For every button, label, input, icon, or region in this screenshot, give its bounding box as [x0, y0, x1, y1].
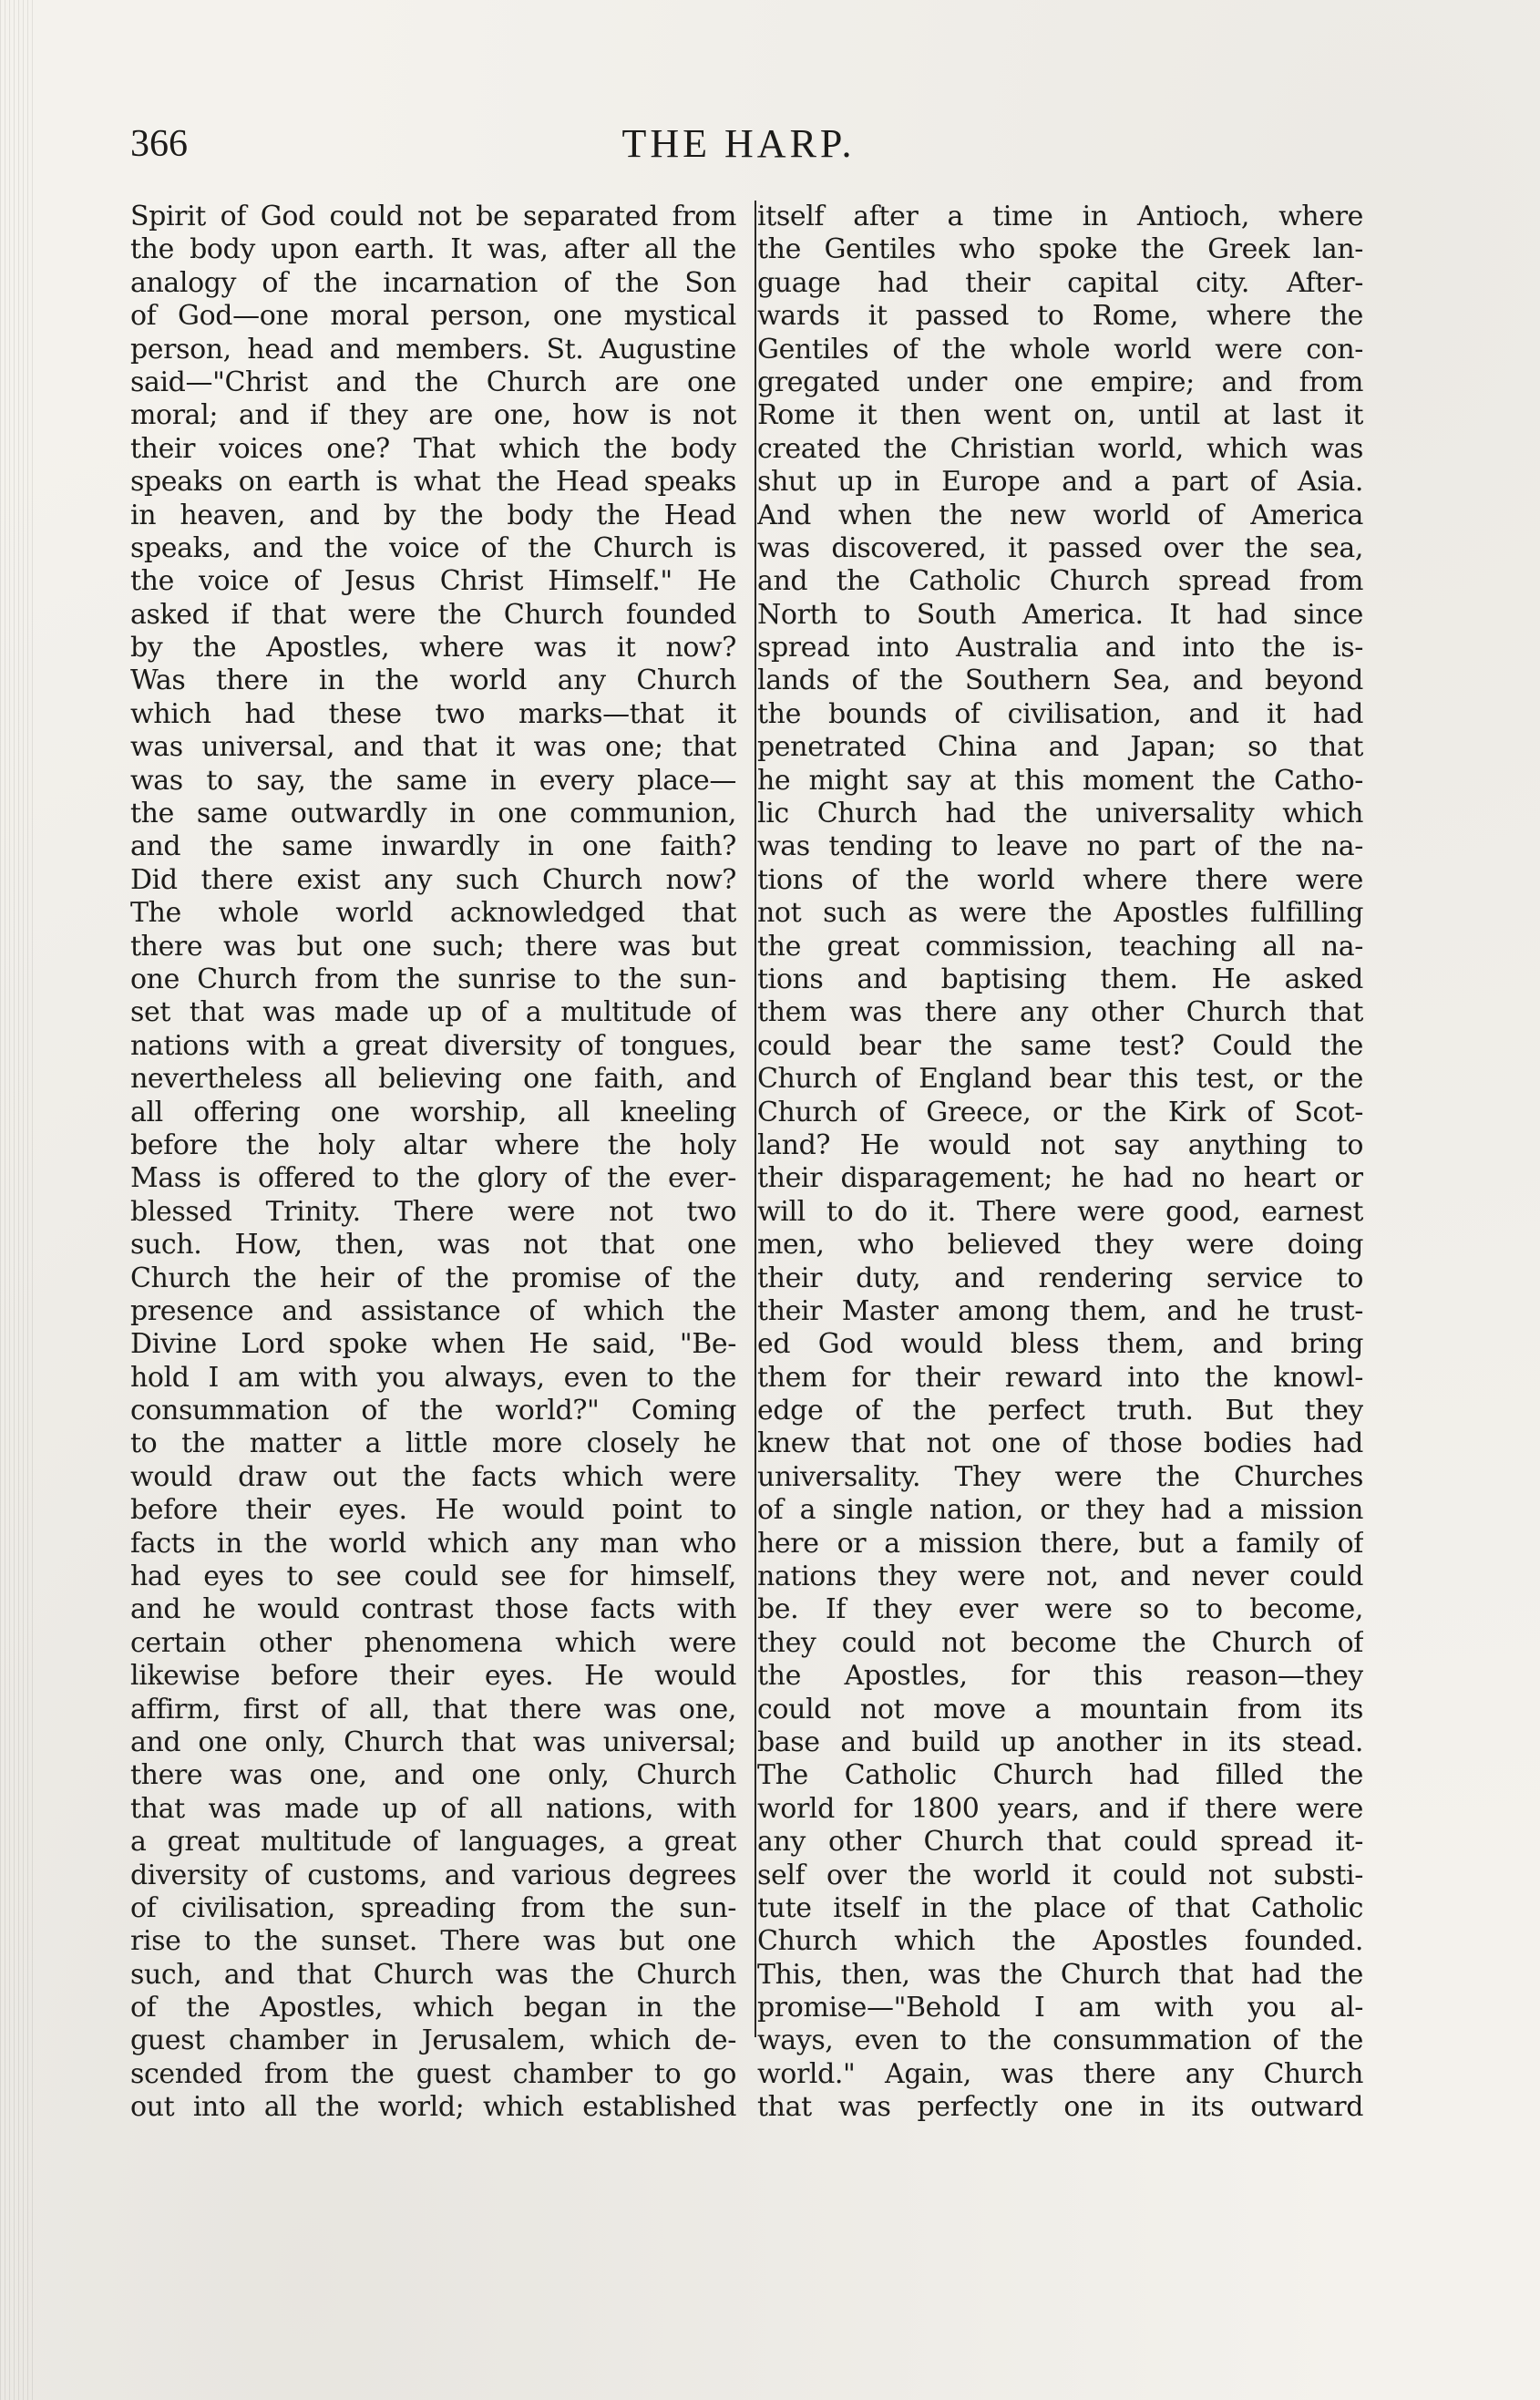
text-line: This, then, was the Church that had the [757, 1958, 1363, 1991]
text-line: their Master among them, and he trust- [757, 1294, 1363, 1327]
text-line: there was one, and one only, Church [130, 1759, 736, 1792]
text-line: the Apostles, for this reason—they [757, 1660, 1363, 1693]
text-line: to the matter a little more closely he [130, 1427, 736, 1460]
text-line: will to do it. There were good, earnest [757, 1195, 1363, 1228]
text-line: ed God would bless them, and bring [757, 1328, 1363, 1361]
text-line: speaks on earth is what the Head speaks [130, 466, 736, 499]
text-line: penetrated China and Japan; so that [757, 731, 1363, 764]
text-line: moral; and if they are one, how is not [130, 399, 736, 432]
text-line: men, who believed they were doing [757, 1229, 1363, 1262]
text-line: of the Apostles, which began in the [130, 1992, 736, 2024]
text-line: land? He would not say anything to [757, 1128, 1363, 1161]
text-line: all offering one worship, all kneeling [130, 1096, 736, 1128]
text-line: Gentiles of the whole world were con- [757, 333, 1363, 366]
text-line: any other Church that could spread it- [757, 1826, 1363, 1859]
text-line: tions and baptising them. He asked [757, 963, 1363, 995]
page-number: 366 [130, 123, 188, 165]
text-line: asked if that were the Church founded [130, 598, 736, 631]
text-line: Church of England bear this test, or the [757, 1063, 1363, 1096]
text-line: of civilisation, spreading from the sun- [130, 1891, 736, 1924]
text-line: in heaven, and by the body the Head [130, 499, 736, 531]
text-line: base and build up another in its stead. [757, 1725, 1363, 1758]
text-line: consummation of the world?" Coming [130, 1395, 736, 1427]
text-line: out into all the world; which established [130, 2091, 736, 2124]
text-line: edge of the perfect truth. But they [757, 1395, 1363, 1427]
text-line: the body upon earth. It was, after all the [130, 233, 736, 266]
text-line: gregated under one empire; and from [757, 366, 1363, 398]
text-line: lands of the Southern Sea, and beyond [757, 664, 1363, 697]
text-line: Rome it then went on, until at last it [757, 399, 1363, 432]
text-line: set that was made up of a multitude of [130, 996, 736, 1029]
text-line: and the same inwardly in one faith? [130, 830, 736, 863]
text-line: the voice of Jesus Christ Himself." He [130, 565, 736, 598]
text-line: Mass is offered to the glory of the ever- [130, 1162, 736, 1195]
text-line: Spirit of God could not be separated from [130, 201, 736, 232]
text-line: here or a mission there, but a family of [757, 1527, 1363, 1560]
running-title: THE HARP. [621, 121, 856, 166]
text-line: hold I am with you always, even to the [130, 1361, 736, 1394]
text-line: there was but one such; there was but [130, 930, 736, 963]
text-line: guage had their capital city. After- [757, 266, 1363, 299]
text-line: their duty, and rendering service to [757, 1262, 1363, 1294]
text-line: scended from the guest chamber to go [130, 2057, 736, 2090]
text-line: Divine Lord spoke when He said, "Be- [130, 1328, 736, 1361]
text-line: was universal, and that it was one; that [130, 731, 736, 764]
text-line: the great commission, teaching all na- [757, 930, 1363, 963]
text-line: presence and assistance of which the [130, 1294, 736, 1327]
text-line: which had these two marks—that it [130, 697, 736, 730]
text-line: their voices one? That which the body [130, 432, 736, 465]
text-line: knew that not one of those bodies had [757, 1427, 1363, 1460]
text-line: of God—one moral person, one mystical [130, 300, 736, 333]
text-line: their disparagement; he had no heart or [757, 1162, 1363, 1195]
right-column [757, 201, 1363, 2125]
text-line: not such as were the Apostles fulfilling [757, 897, 1363, 930]
text-line: could bear the same test? Could the [757, 1029, 1363, 1062]
text-line: be. If they ever were so to become, [757, 1593, 1363, 1626]
text-line: Church of Greece, or the Kirk of Scot- [757, 1096, 1363, 1128]
text-line: North to South America. It had since [757, 598, 1363, 631]
text-line: nevertheless all believing one faith, and [130, 1063, 736, 1096]
page-binding-edge [0, 0, 36, 2400]
text-line: could not move a mountain from its [757, 1693, 1363, 1725]
text-line: before the holy altar where the holy [130, 1128, 736, 1161]
text-line: had eyes to see could see for himself, [130, 1561, 736, 1593]
text-line: a great multitude of languages, a great [130, 1826, 736, 1859]
text-line: them for their reward into the knowl- [757, 1361, 1363, 1394]
text-line: the same outwardly in one communion, [130, 798, 736, 830]
text-line: affirm, first of all, that there was one, [130, 1693, 736, 1725]
text-line: them was there any other Church that [757, 996, 1363, 1029]
text-line: that was perfectly one in its outward [757, 2091, 1363, 2124]
text-line: spread into Australia and into the is- [757, 632, 1363, 664]
text-line: diversity of customs, and various degrees [130, 1859, 736, 1891]
text-line: of a single nation, or they had a mission [757, 1494, 1363, 1527]
text-line: rise to the sunset. There was but one [130, 1925, 736, 1958]
text-line: and one only, Church that was universal; [130, 1725, 736, 1758]
text-line: nations with a great diversity of tongues, [130, 1029, 736, 1062]
text-line: before their eyes. He would point to [130, 1494, 736, 1527]
text-line: wards it passed to Rome, where the [757, 300, 1363, 333]
text-line: would draw out the facts which were [130, 1460, 736, 1493]
text-line: ways, even to the consummation of the [757, 2024, 1363, 2057]
text-line: analogy of the incarnation of the Son [130, 266, 736, 299]
text-line: nations they were not, and never could [757, 1561, 1363, 1593]
text-line: world for 1800 years, and if there were [757, 1792, 1363, 1825]
text-line: and he would contrast those facts with [130, 1593, 736, 1626]
text-line: the Gentiles who spoke the Greek lan- [757, 233, 1363, 266]
text-line: guest chamber in Jerusalem, which de- [130, 2024, 736, 2057]
text-line: universality. They were the Churches [757, 1460, 1363, 1493]
text-line: and the Catholic Church spread from [757, 565, 1363, 598]
text-line: was tending to leave no part of the na- [757, 830, 1363, 863]
article-body [130, 201, 1363, 2124]
text-line: by the Apostles, where was it now? [130, 632, 736, 664]
text-line: And when the new world of America [757, 499, 1363, 531]
left-column [130, 201, 736, 2125]
text-line: world." Again, was there any Church [757, 2057, 1363, 2090]
text-line: lic Church had the universality which [757, 798, 1363, 830]
text-line: Church which the Apostles founded. [757, 1925, 1363, 1958]
text-line: facts in the world which any man who [130, 1527, 736, 1560]
text-line: one Church from the sunrise to the sun- [130, 963, 736, 995]
text-line: said—"Christ and the Church are one [130, 366, 736, 398]
text-line: Did there exist any such Church now? [130, 863, 736, 896]
text-line: The whole world acknowledged that [130, 897, 736, 930]
text-line: that was made up of all nations, with [130, 1792, 736, 1825]
text-line: The Catholic Church had filled the [757, 1759, 1363, 1792]
text-line: the bounds of civilisation, and it had [757, 697, 1363, 730]
text-line: such. How, then, was not that one [130, 1229, 736, 1262]
text-line: Was there in the world any Church [130, 664, 736, 697]
text-line: person, head and members. St. Augustine [130, 333, 736, 366]
text-line: tions of the world where there were [757, 863, 1363, 896]
text-line: blessed Trinity. There were not two [130, 1195, 736, 1228]
text-line: Church the heir of the promise of the [130, 1262, 736, 1294]
text-line: likewise before their eyes. He would [130, 1660, 736, 1693]
text-line: created the Christian world, which was [757, 432, 1363, 465]
text-line: certain other phenomena which were [130, 1626, 736, 1659]
text-line: was discovered, it passed over the sea, [757, 531, 1363, 564]
text-line: shut up in Europe and a part of Asia. [757, 466, 1363, 499]
text-line: tute itself in the place of that Catholic [757, 1891, 1363, 1924]
text-line: he might say at this moment the Catho- [757, 764, 1363, 797]
page-header [130, 117, 1347, 171]
text-line: was to say, the same in every place— [130, 764, 736, 797]
text-line: they could not become the Church of [757, 1626, 1363, 1659]
text-line: speaks, and the voice of the Church is [130, 531, 736, 564]
text-line: promise—"Behold I am with you al- [757, 1992, 1363, 2024]
text-line: such, and that Church was the Church [130, 1958, 736, 1991]
text-line: itself after a time in Antioch, where [757, 201, 1363, 232]
text-line: self over the world it could not substi- [757, 1859, 1363, 1891]
